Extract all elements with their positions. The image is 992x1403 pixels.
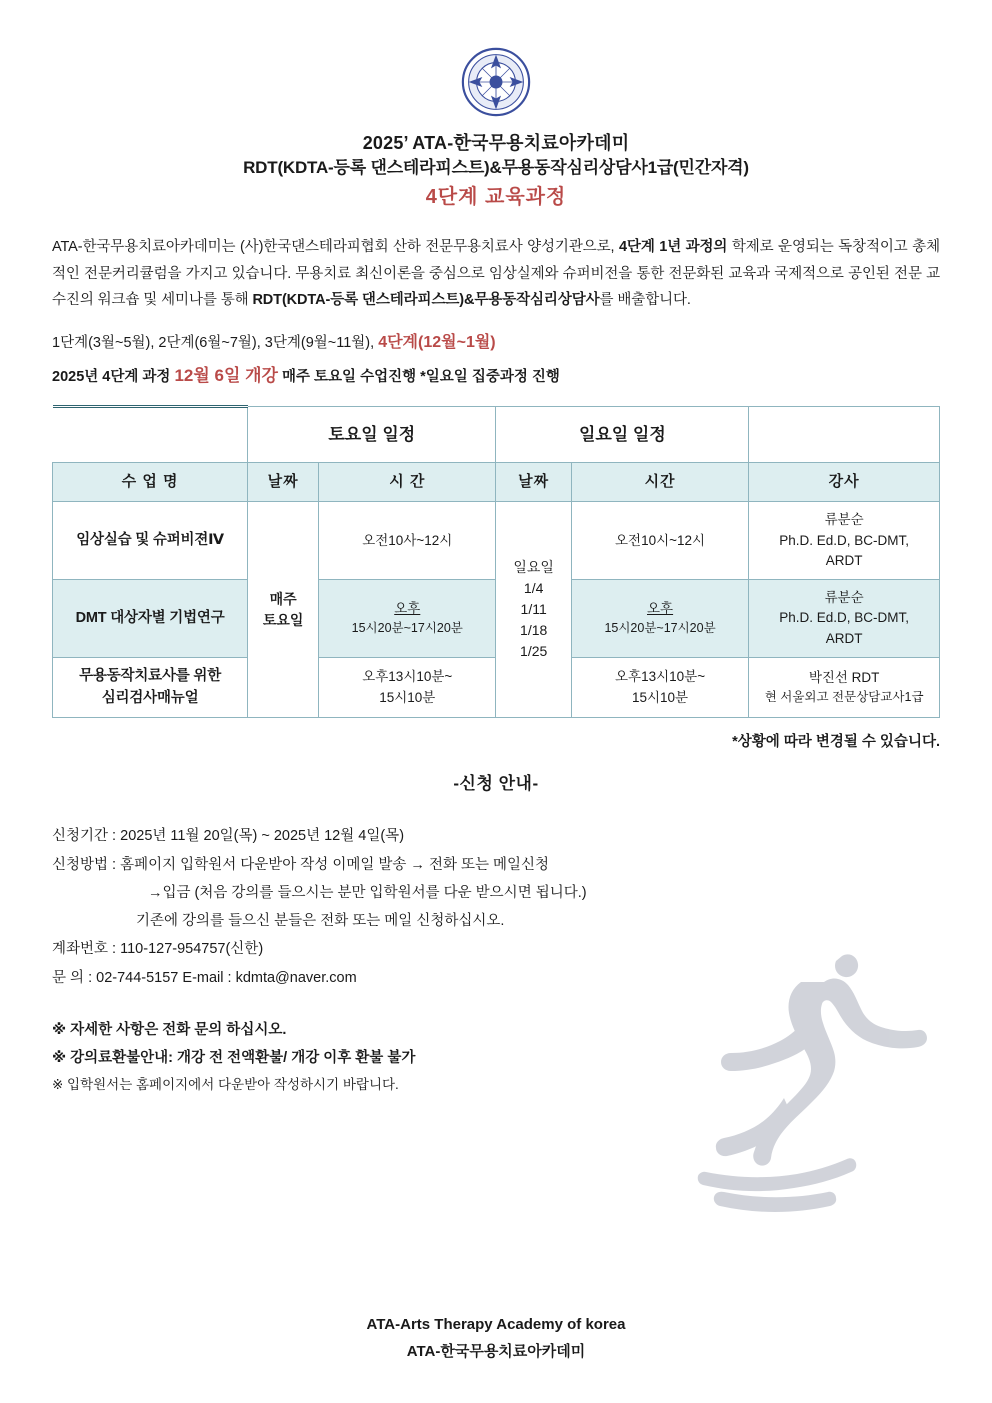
- group-header-saturday: 토요일 일정: [248, 406, 496, 462]
- column-header-course: 수 업 명: [53, 462, 248, 502]
- sun-date-2: 1/11: [520, 601, 547, 618]
- logo-container: [52, 46, 940, 118]
- stage-normal-text: 1단계(3월~5월), 2단계(6월~7월), 3단계(9월~11월),: [52, 334, 379, 351]
- footer-line-1: ATA-Arts Therapy Academy of korea: [366, 1316, 626, 1333]
- sun-date-label: 일요일: [513, 559, 554, 576]
- cell-sun-time-3: [571, 657, 748, 718]
- notice-line-2: [52, 1044, 940, 1072]
- cell-teacher-3: [749, 657, 940, 718]
- page-title: 2025’ ATA-한국무용치료아카데미: [362, 133, 630, 153]
- opening-date: 12월 6일 개강: [174, 365, 278, 385]
- opening-line: [52, 362, 940, 391]
- sat-time-2-label: 오후: [394, 600, 421, 616]
- apply-account-value: 110-127-954757(신한): [120, 941, 264, 958]
- compass-wheel-logo-icon: [460, 46, 532, 118]
- table-row: [53, 502, 940, 580]
- footer-line-2: ATA-한국무용치료아카데미: [406, 1343, 586, 1360]
- teacher-name-2: 류분순: [824, 590, 864, 605]
- cell-sat-time-1: 오전10사~12시: [319, 502, 496, 580]
- column-header-sat-date: 날짜: [248, 462, 319, 502]
- cell-sun-time-2: [571, 580, 748, 658]
- sun-time-3-line-1: 오후13시10분~: [615, 669, 706, 685]
- notice-line-1: ※ 자세한 사항은 전화 문의 하십시오.: [52, 1021, 287, 1038]
- group-header-teacher-blank: [749, 406, 940, 462]
- group-header-empty: [53, 406, 248, 462]
- notice-block: [52, 1016, 940, 1099]
- group-header-sunday: 일요일 일정: [496, 406, 749, 462]
- apply-method-line-3: 기존에 강의를 들으신 분들은 전화 또는 메일 신청하십시오.: [136, 913, 505, 930]
- column-header-sat-time: 시 간: [319, 462, 496, 502]
- apply-account-label: 계좌번호 :: [52, 941, 121, 958]
- intro-bold-2: RDT(KDTA-등록 댄스테라피스트)&무용동작심리상담사: [252, 292, 600, 309]
- stage-list: [52, 329, 940, 356]
- opening-pre-text: 2025년 4단계 과정: [52, 368, 175, 385]
- apply-contact-label: 문 의 :: [52, 969, 97, 986]
- apply-section-title: -신청 안내-: [453, 774, 539, 794]
- intro-text-3: 를 배출합니다.: [599, 292, 691, 309]
- cell-course-2: DMT 대상자별 기법연구: [53, 580, 248, 658]
- apply-contact-value: 02-744-5157 E-mail : kdmta@naver.com: [96, 969, 357, 986]
- sun-time-2-value: 15시20분~17시20분: [604, 621, 716, 636]
- course-3-line-2: 심리검사매뉴얼: [101, 689, 199, 706]
- apply-method-value: 홈페이지 입학원서 다운받아 작성 이메일 발송 → 전화 또는 메일신청: [120, 856, 550, 873]
- sat-date-line-2: 토요일: [262, 611, 304, 628]
- cell-course-1: 임상실습 및 슈퍼비젼Ⅳ: [53, 502, 248, 580]
- teacher-name-3: 박진선 RDT: [808, 670, 880, 685]
- cell-sun-time-1: 오전10시~12시: [571, 502, 748, 580]
- intro-text-2: 학제로 운영되는 독창적이고 총체적인 전문커리큘럼을 가지고 있습니다. 무용치료 최신이론을 중심으로 임상실제와 슈퍼비전을 통한 전문화된 교육과 국제적으로 공인된 전문 교수진의 워크숍 및 세미나를 통해: [52, 238, 940, 309]
- schedule-change-note: *상황에 따라 변경될 수 있습니다.: [732, 734, 940, 751]
- sun-date-4: 1/25: [520, 643, 548, 660]
- stage-accent-text: 4단계(12월~1월): [378, 333, 496, 351]
- teacher-cred-1b: ARDT: [825, 552, 863, 568]
- teacher-cred-3: 현 서울외고 전문상담교사1급: [764, 690, 924, 705]
- apply-contact-line: [52, 964, 940, 992]
- sun-time-3-line-2: 15시10분: [631, 689, 689, 705]
- apply-method-line-2: →입금 (처음 강의를 들으시는 분만 입학원서를 다운 받으시면 됩니다.): [148, 884, 587, 901]
- apply-method-line: [52, 851, 940, 879]
- apply-account-line: [52, 935, 940, 963]
- column-header-teacher: 강사: [749, 462, 940, 502]
- cell-teacher-1: [749, 502, 940, 580]
- apply-period-value: 2025년 11월 20일(목) ~ 2025년 12월 4일(목): [120, 828, 405, 845]
- teacher-cred-2: Ph.D. Ed.D, BC-DMT,: [779, 610, 910, 626]
- intro-paragraph: [52, 234, 940, 314]
- teacher-name-1: 류분순: [824, 512, 864, 528]
- title-block: [52, 130, 940, 212]
- notice-line-3: ※ 입학원서는 홈페이지에서 다운받아 작성하시기 바랍니다.: [52, 1077, 399, 1093]
- apply-info-block: [52, 822, 940, 992]
- sat-time-3-line-2: 15시10분: [379, 689, 436, 705]
- cell-course-3: [53, 657, 248, 718]
- sat-time-2-value: 15시20분~17시20분: [351, 621, 463, 636]
- apply-period-label: 신청기간 :: [52, 828, 121, 845]
- schedule-table: [52, 405, 940, 719]
- apply-method-label: 신청방법 :: [52, 856, 121, 873]
- column-header-sun-time: 시간: [571, 462, 748, 502]
- cell-sat-time-3: [319, 657, 496, 718]
- opening-post-text: 매주 토요일 수업진행 *일요일 집중과정 진행: [277, 368, 560, 385]
- cell-teacher-2: [749, 580, 940, 658]
- column-header-sun-date: 날짜: [496, 462, 571, 502]
- notice-refund-value: 개강 전 전액환불/ 개강 이후 환불 불가: [177, 1050, 416, 1067]
- teacher-cred-2b: ARDT: [825, 630, 863, 646]
- footer-block: [0, 1311, 992, 1365]
- intro-text-1: ATA-한국무용치료아카데미는 (사)한국댄스테라피협회 산하 전문무용치료사 양성기관으로,: [52, 238, 619, 255]
- table-group-header-row: [53, 406, 940, 462]
- cell-sat-date-merged: [248, 502, 319, 718]
- page-course-title: 4단계 교육과정: [425, 185, 567, 208]
- page-subtitle: RDT(KDTA-등록 댄스테라피스트)&무용동작심리상담사1급(민간자격): [243, 158, 749, 178]
- course-3-line-1: 무용동작치료사를 위한: [79, 667, 222, 684]
- sat-date-line-1: 매주: [269, 590, 297, 607]
- cell-sun-date-merged: [496, 502, 571, 718]
- table-column-header-row: [53, 462, 940, 502]
- sun-time-2-label: 오후: [647, 600, 674, 616]
- sun-date-1: 1/4: [523, 580, 544, 597]
- teacher-cred-1: Ph.D. Ed.D, BC-DMT,: [779, 532, 910, 548]
- notice-refund-label: ※ 강의료환불안내:: [52, 1050, 178, 1067]
- apply-period-line: [52, 822, 940, 850]
- cell-sat-time-2: [319, 580, 496, 658]
- intro-bold-1: 4단계 1년 과정의: [618, 238, 728, 255]
- sun-date-3: 1/18: [520, 622, 548, 639]
- sat-time-3-line-1: 오후13시10분~: [362, 669, 453, 685]
